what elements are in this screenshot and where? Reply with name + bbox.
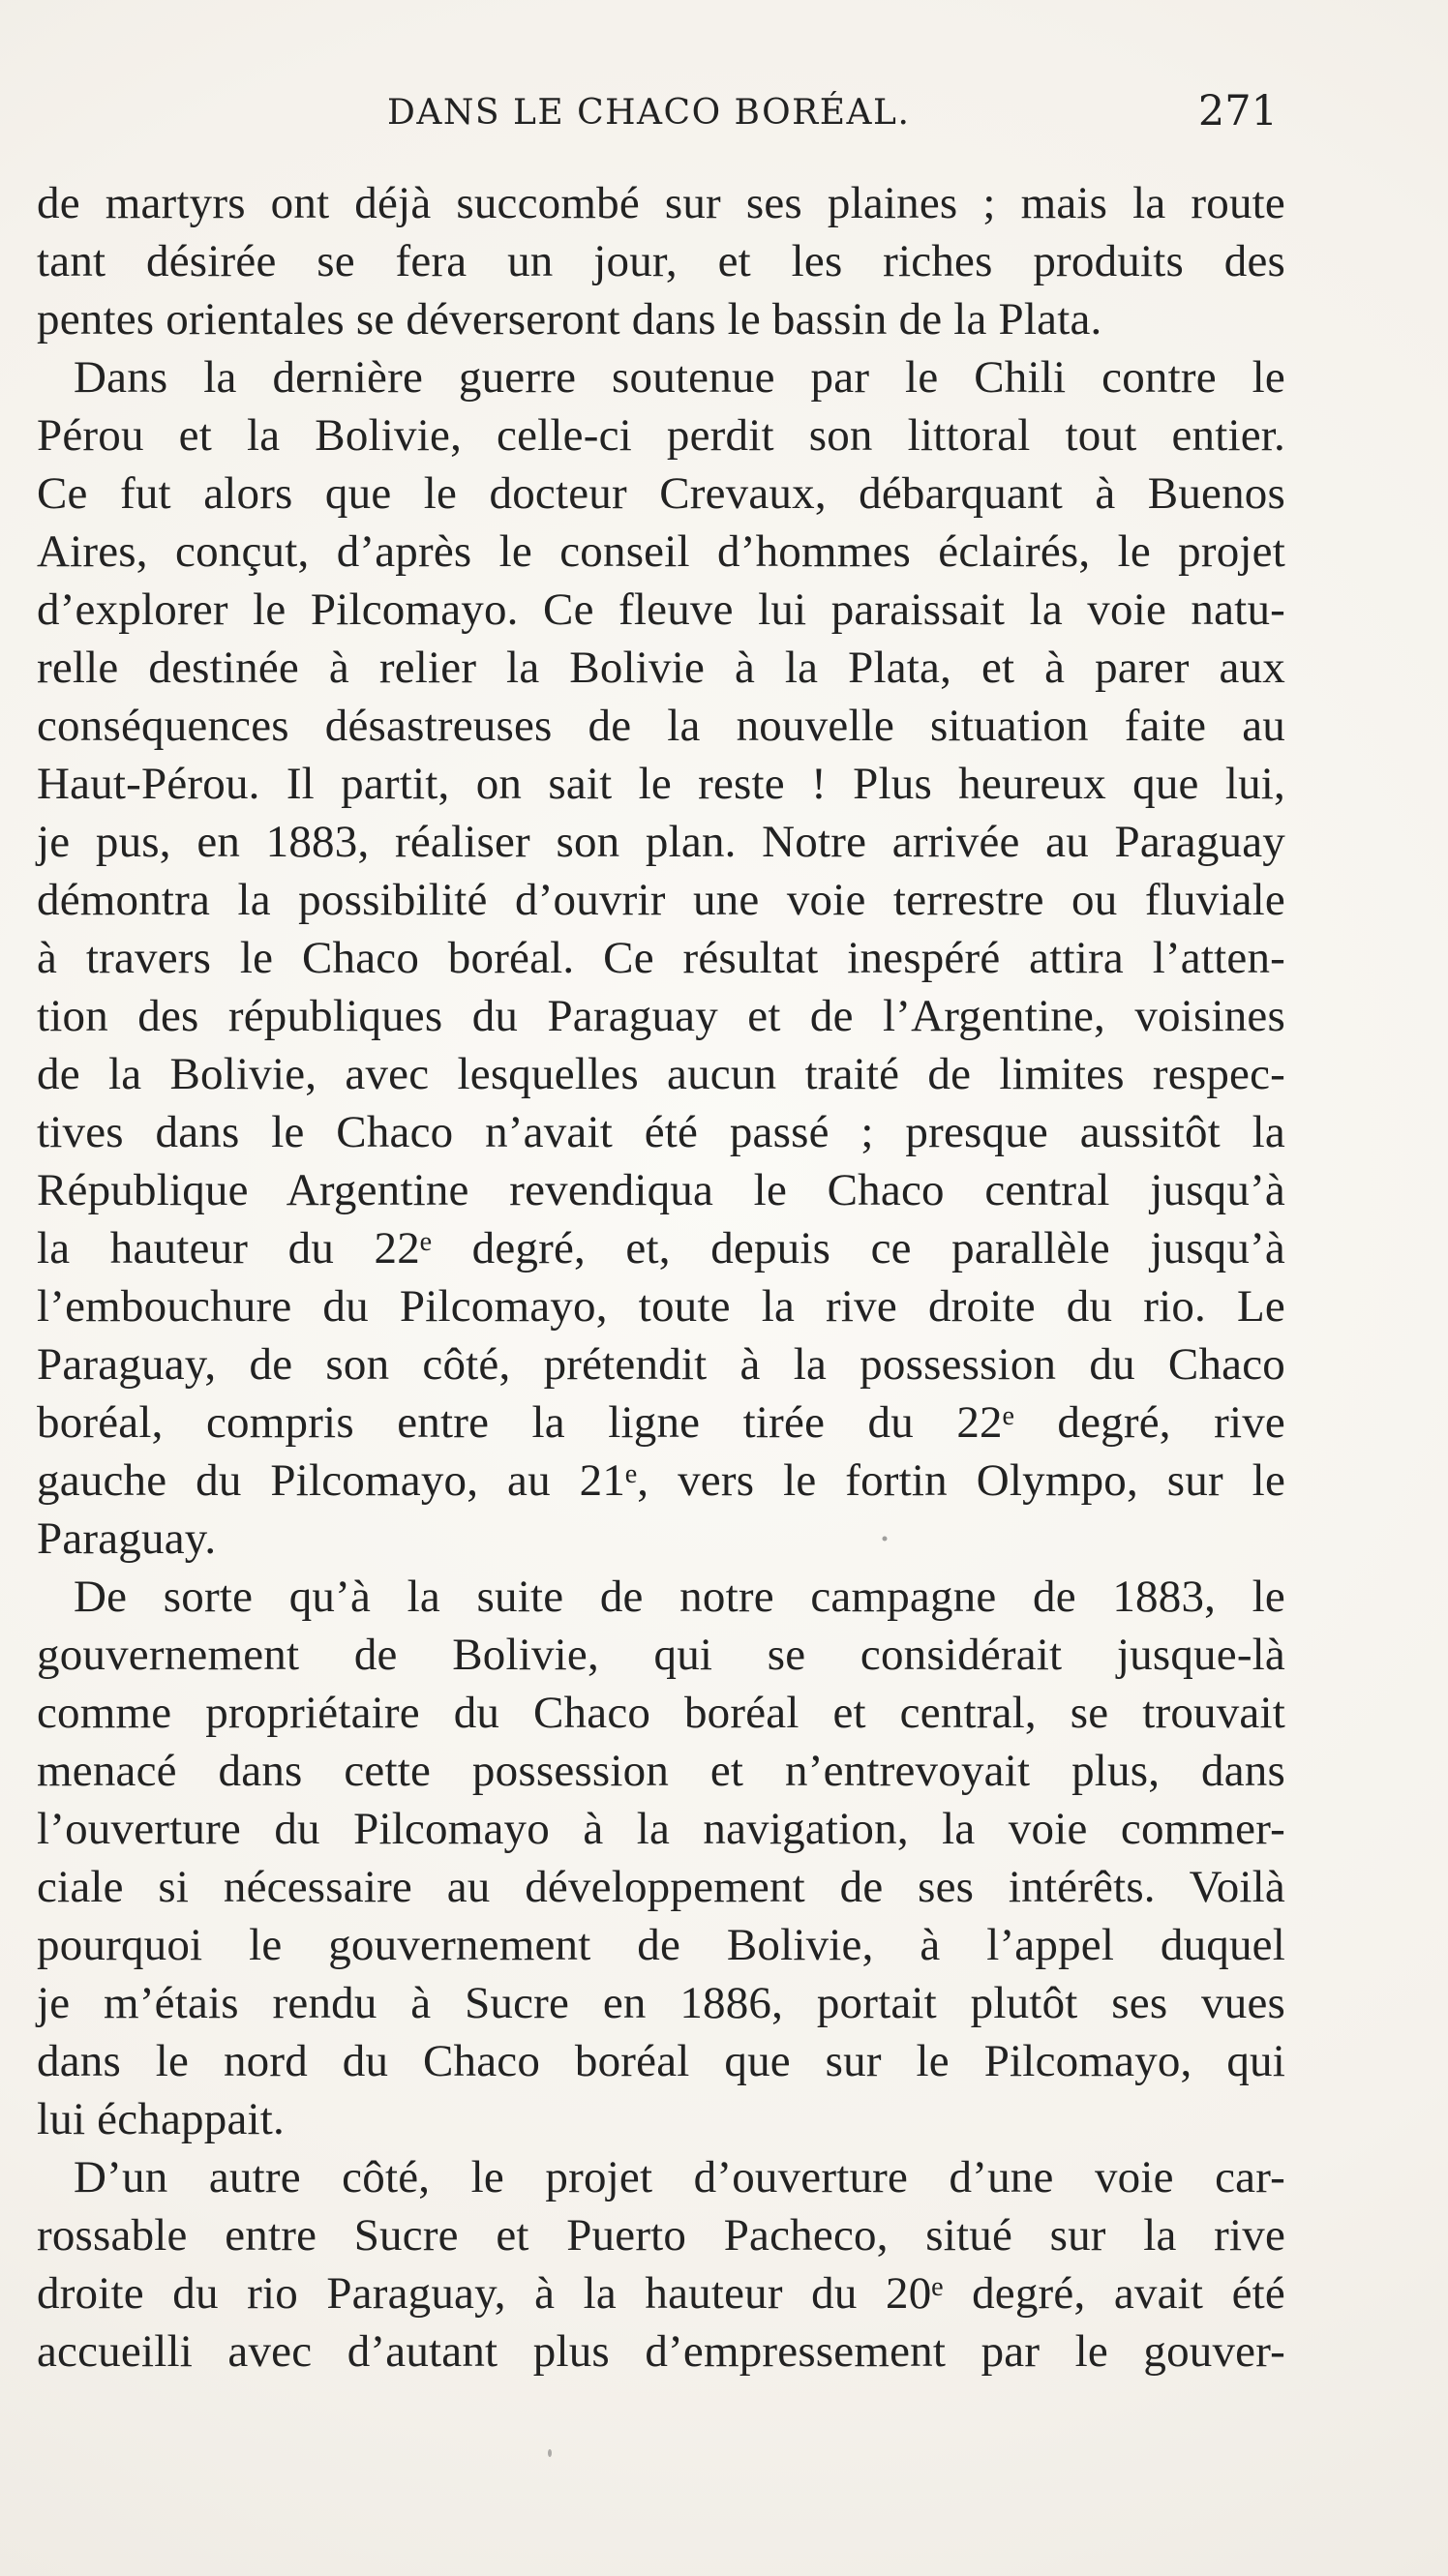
- text-line: démontra la possibilité d’ouvrir une voie terrestre ou fluviale: [37, 875, 1285, 925]
- page-number: 271: [1197, 87, 1278, 135]
- text-line: conséquences désastreuses de la nouvelle situation faite au: [37, 701, 1285, 751]
- text-line: tion des républiques du Paraguay et de l’Argentine, voisines: [37, 991, 1285, 1041]
- text-line: l’ouverture du Pilcomayo à la navigation, la voie commer-: [37, 1804, 1285, 1854]
- text-line: Aires, conçut, d’après le conseil d’hommes éclairés, le projet: [37, 526, 1285, 577]
- text-line: gauche du Pilcomayo, au 21ᵉ, vers le fortin Olympo, sur le: [37, 1455, 1285, 1506]
- text-line: gouvernement de Bolivie, qui se considérait jusque-là: [37, 1630, 1285, 1680]
- text-line: Paraguay, de son côté, prétendit à la possession du Chaco: [37, 1339, 1285, 1390]
- paper-speck: [548, 2449, 552, 2457]
- text-line: Dans la dernière guerre soutenue par le Chili contre le: [74, 352, 1285, 403]
- page-header: [37, 87, 1285, 141]
- text-line: je pus, en 1883, réaliser son plan. Notre arrivée au Paraguay: [37, 817, 1285, 867]
- text-line: d’explorer le Pilcomayo. Ce fleuve lui paraissait la voie natu-: [37, 584, 1285, 635]
- text-line: pourquoi le gouvernement de Bolivie, à l’appel duquel: [37, 1920, 1285, 1970]
- text-line: De sorte qu’à la suite de notre campagne de 1883, le: [74, 1572, 1285, 1622]
- text-line: de martyrs ont déjà succombé sur ses plaines ; mais la route: [37, 178, 1285, 228]
- text-line: tives dans le Chaco n’avait été passé ; presque aussitôt la: [37, 1107, 1285, 1157]
- text-line: ciale si nécessaire au développement de ses intérêts. Voilà: [37, 1862, 1285, 1912]
- text-line: Paraguay.: [37, 1513, 217, 1564]
- text-line: accueilli avec d’autant plus d’empressement par le gouver-: [37, 2326, 1285, 2377]
- text-line: rossable entre Sucre et Puerto Pacheco, situé sur la rive: [37, 2210, 1285, 2261]
- text-line: la hauteur du 22ᵉ degré, et, depuis ce parallèle jusqu’à: [37, 1223, 1285, 1273]
- text-line: République Argentine revendiqua le Chaco central jusqu’à: [37, 1165, 1285, 1215]
- text-line: relle destinée à relier la Bolivie à la Plata, et à parer aux: [37, 643, 1285, 693]
- text-line: pentes orientales se déverseront dans le bassin de la Plata.: [37, 294, 1102, 344]
- text-line: je m’étais rendu à Sucre en 1886, portait plutôt ses vues: [37, 1978, 1285, 2028]
- text-line: à travers le Chaco boréal. Ce résultat inespéré attira l’atten-: [37, 933, 1285, 983]
- text-line: menacé dans cette possession et n’entrevoyait plus, dans: [37, 1746, 1285, 1796]
- text-line: Haut-Pérou. Il partit, on sait le reste ! Plus heureux que lui,: [37, 759, 1285, 809]
- text-line: de la Bolivie, avec lesquelles aucun traité de limites respec-: [37, 1049, 1285, 1099]
- running-head: DANS LE CHACO BORÉAL.: [387, 93, 911, 133]
- text-line: dans le nord du Chaco boréal que sur le Pilcomayo, qui: [37, 2036, 1285, 2086]
- text-line: lui échappait.: [37, 2094, 285, 2144]
- text-line: Pérou et la Bolivie, celle-ci perdit son littoral tout entier.: [37, 410, 1285, 461]
- text-line: boréal, compris entre la ligne tirée du 22ᵉ degré, rive: [37, 1397, 1285, 1448]
- text-line: l’embouchure du Pilcomayo, toute la rive droite du rio. Le: [37, 1281, 1285, 1332]
- text-line: droite du rio Paraguay, à la hauteur du 20ᵉ degré, avait été: [37, 2268, 1285, 2319]
- text-line: comme propriétaire du Chaco boréal et central, se trouvait: [37, 1688, 1285, 1738]
- text-line: D’un autre côté, le projet d’ouverture d’une voie car-: [74, 2152, 1285, 2202]
- text-line: Ce fut alors que le docteur Crevaux, débarquant à Buenos: [37, 468, 1285, 519]
- text-line: tant désirée se fera un jour, et les riches produits des: [37, 236, 1285, 286]
